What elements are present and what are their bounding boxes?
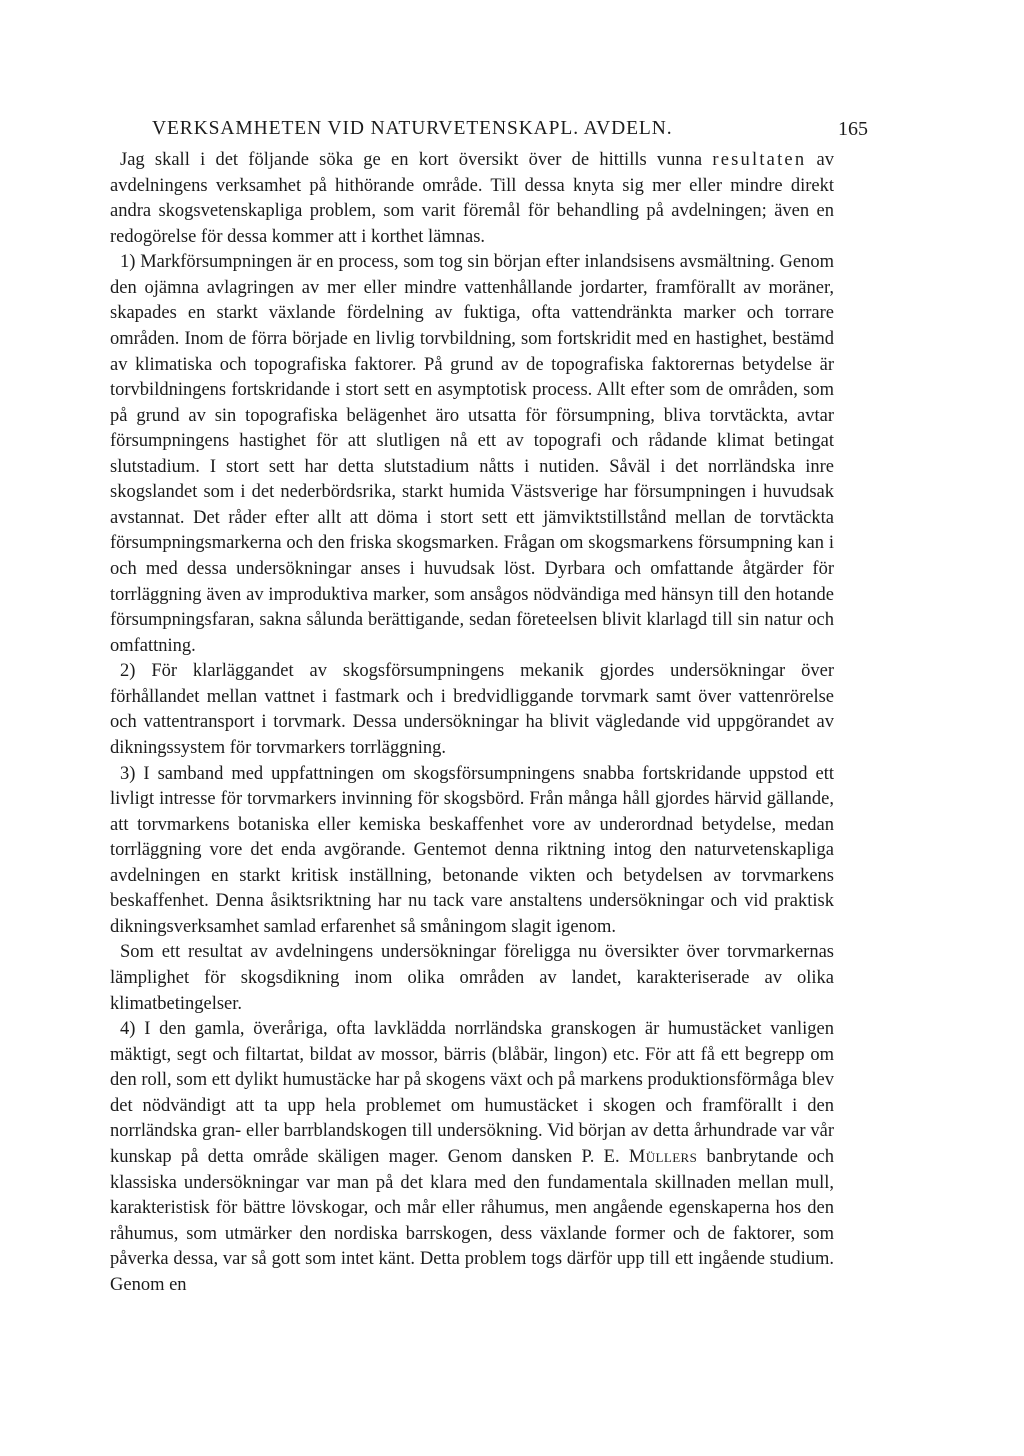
running-head [152,118,868,148]
paragraph-intro-text-cont: av avdelningens verksamhet på hithörande område. Till dessa knyta sig mer eller mindre direkt andra skogsvetenskapliga problem, som varit föremål för behandling på avdelningen; även en redogörelse för dessa kommer att i korthet lämnas. [110,150,834,247]
paragraph-4-text-cont: banbrytande och klassiska undersökningar var man på det klara med den fundamentala skillnaden mellan mull, karakteristisk för bättre lövskogar, och mår eller råhumus, men angående egenskaperna hos den råhumus, som utmärker den nordiska barrskogen, dess växlande former och de faktorer, som påverka dessa, var så gott som intet känt. Detta problem togs därför upp till ett ingående studium. Genom en [110,1146,834,1295]
paragraph-1: 1) Markförsumpningen är en process, som tog sin början efter inlandsisens avsmältning. Genom den ojämna avlagringen av mer eller mindre vattenhållande jordarter, framförallt av moräner, skapades en starkt växlande fördelning av fuktiga, ofta vattendränkta marker och torrare områden. Inom de förra började en livlig torvbildning, som fortskridit med en hastighet, bestämd av klimatiska och topografiska faktorer. På grund av de topografiska faktorernas betydelse är torvbildningens fortskridande i stort sett en asymptotisk process. Allt efter som de områden, som på grund av sin topografiska belägenhet äro utsatta för försumpning, bliva torvtäckta, avtar försumpningens hastighet för att slutligen nå ett av topografi och rådande klimat betingat slutstadium. I stort sett har detta slutstadium nåtts i nutiden. Såväl i det norrländska inre skogslandet som i det nederbördsrika, starkt humida Västsverige har försumpningen i huvudsak avstannat. Det råder efter allt att döma i stort sett ett jämviktstillstånd mellan de torvtäckta försumpningsmarkerna och den friska skogsmarken. Frågan om skogsmarkens försumpning kan i och med dessa undersökningar anses i huvudsak löst. Dyrbara och omfattande åtgärder för torrläggning även av improduktiva marker, som ansågos nödvändiga med hänsyn till den hotande försumpningsfaran, sakna sålunda berättigande, sedan företeelsen blivit klarlagd till sin natur och omfattning. [110,252,834,656]
paragraph-4 [110,1017,834,1298]
author-name-mullers: Müllers [628,1146,698,1167]
paragraph-intro [110,148,834,250]
paragraph-intro-text: Jag skall i det följande söka ge en kort översikt över de hittills vunna [120,150,713,170]
paragraph-result: Som ett resultat av avdelningens undersökningar föreligga nu översikter över torvmarkernas lämplighet för skogsdikning inom olika områden av landet, karakteriserade av olika klimatbetingelser. [110,942,834,1014]
running-title: VERKSAMHETEN VID NATURVETENSKAPL. AVDELN. [152,118,673,139]
paragraph-2: 2) För klarläggandet av skogsförsumpningens mekanik gjordes undersökningar över förhållandet mellan vattnet i fastmark och i bredvidliggande torvmark samt över vattenrörelse och vattentransport i torvmark. Dessa undersökningar ha blivit vägledande vid uppgörandet av dikningssystem för torvmarkers torrläggning. [110,661,834,758]
emphasis-resultaten: resultaten [712,150,807,170]
paragraph-3: 3) I samband med uppfattningen om skogsförsumpningens snabba fortskridande uppstod ett livligt intresse för torvmarkers invinning för skogsbörd. Från många håll gjordes härvid gällande, att torvmarkens botaniska eller kemiska beskaffenhet vore av underordnad betydelse, medan torrläggning vore det enda avgörande. Gentemot denna riktning intog den naturvetenskapliga avdelningen en starkt kritisk inställning, betonande vikten och betydelsen av torvmarkens beskaffenhet. Denna åsiktsriktning har nu tack vare anstaltens undersökningar och vid praktisk dikningsverksamhet samlad erfarenhet så småningom slagit igenom. [110,763,834,937]
paragraph-4-text: 4) I den gamla, överåriga, ofta lavklädda norrländska granskogen är humustäcket vanligen mäktigt, segt och filtartat, bildat av mossor, bärris (blåbär, lingon) etc. För att få ett begrepp om den roll, som ett dylikt humustäcke har på skogens växt och på markens produktionsförmåga blev det nödvändigt att ta upp hela problemet om humustäcket i skogen och framförallt i den norrländska gran- eller barrblandskogen till undersökning. Vid början av detta århundrade var vår kunskap på detta område skäligen mager. Genom dansken P. E. [110,1019,834,1167]
body-text [110,148,834,1298]
page-number: 165 [838,118,868,140]
